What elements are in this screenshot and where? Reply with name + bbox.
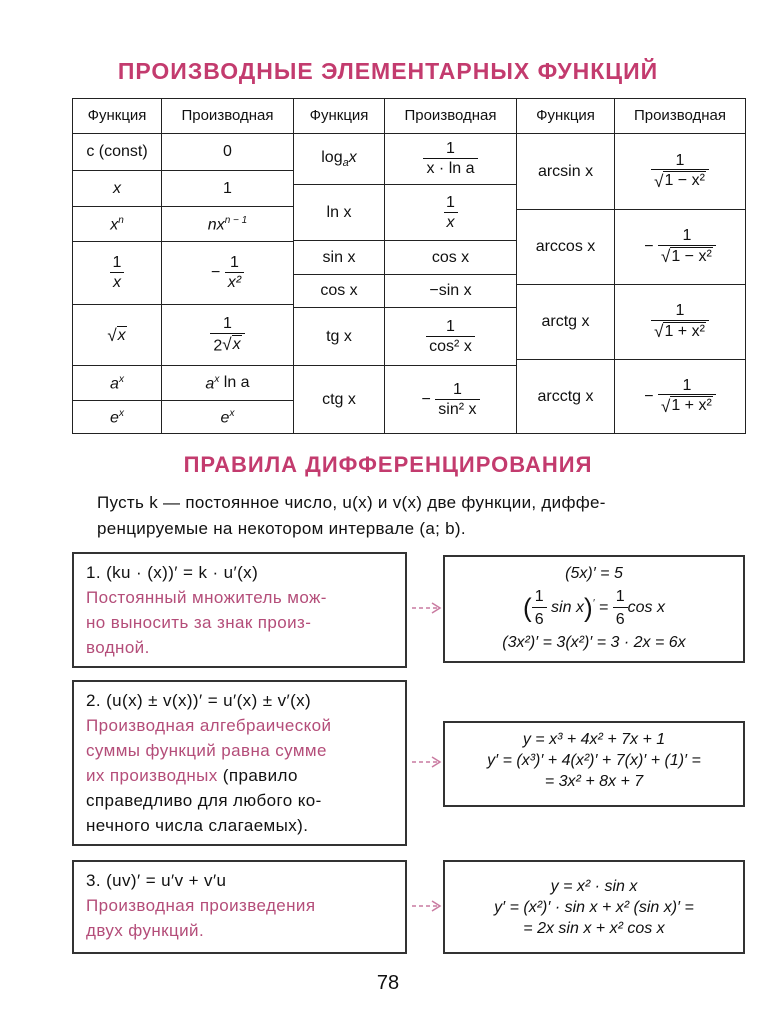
deriv-arcsin: 1 √ 1 − x²	[614, 133, 746, 210]
table-title: ПРОИЗВОДНЫЕ ЭЛЕМЕНТАРНЫХ ФУНКЦИЙ	[117, 58, 659, 84]
rule-3-text-2: двух функций.	[86, 921, 205, 940]
rule-2-example-line-2: y′ = (x³)′ + 4(x²)′ + 7(x)′ + (1)′ =	[487, 752, 701, 769]
func-exp-a: $a^x$	[72, 365, 162, 401]
deriv-ln: $\frac{1}{x}$	[384, 184, 517, 241]
rule-3-example	[443, 860, 745, 954]
deriv-ctg: − $\frac{1}{\text{sin² x}}$	[384, 365, 517, 434]
derivatives-table	[72, 98, 746, 434]
func-ctg: ctg x	[293, 365, 385, 434]
intro-line-2: ренцируемые на некотором интервале (a; b).	[97, 519, 466, 538]
header-function-3: Функция	[516, 98, 615, 134]
rule-2-arrow-icon	[410, 754, 444, 770]
deriv-cos: −sin x	[384, 274, 517, 308]
rule-3-text-1: Производная произведения	[86, 896, 316, 915]
rule-3-arrow-icon	[410, 898, 444, 914]
header-function-1: Функция	[72, 98, 162, 134]
rule-1-example	[443, 555, 745, 663]
deriv-arcctg: − 1 √ 1 + x²	[614, 359, 746, 434]
rule-3-example-line-1: y = x² · sin x	[550, 878, 638, 895]
rule-3-example-line-2: y′ = (x²)′ · sin x + x² (sin x)′ =	[494, 899, 694, 916]
deriv-exp-e: $e^x$	[161, 400, 294, 434]
func-sin: sin x	[293, 240, 385, 275]
deriv-x: 1	[161, 170, 294, 207]
rule-1-example-line-1: (5x)′ = 5	[565, 565, 623, 582]
func-cos: cos x	[293, 274, 385, 308]
func-ln: ln x	[293, 184, 385, 241]
rule-2-example	[443, 721, 745, 807]
rule-2-text-5: нечного числа слагаемых).	[86, 816, 309, 835]
deriv-sin: cos x	[384, 240, 517, 275]
page-number: 78	[376, 972, 400, 994]
rule-3-example-line-3: = 2x sin x + x² cos x	[523, 920, 665, 937]
rule-1-box	[72, 552, 407, 668]
deriv-exp-a: $a^x$ ln a	[161, 365, 294, 401]
header-derivative-1: Производная	[161, 98, 294, 134]
deriv-power: $nx^{n - 1}$	[161, 206, 294, 242]
func-reciprocal: $\frac{1}{x}$	[72, 241, 162, 305]
rule-2-text-4: справедливо для любого ко-	[86, 791, 322, 810]
func-log: $\log_ax$	[293, 133, 385, 185]
func-arcsin: arcsin x	[516, 133, 615, 210]
rule-2-text-3: их производных (правило	[86, 766, 298, 785]
deriv-tg: $\frac{1}{\text{cos² x}}$	[384, 307, 517, 366]
header-function-2: Функция	[293, 98, 385, 134]
rule-2-text-1: Производная алгебраической	[86, 716, 332, 735]
rule-1-example-line-2: ( $\frac{1}{6}$ sin x)′ = $\frac{1}{6}$ cos x	[523, 588, 665, 628]
rule-2-box	[72, 680, 407, 846]
rule-1-formula: 1. (ku · (x))′ = k · u′(x)	[86, 563, 259, 582]
rule-3-box	[72, 860, 407, 954]
deriv-sqrt: 1 2 √ x	[161, 304, 294, 366]
intro-line-1: Пусть k — постоянное число, u(x) и v(x) две функции, диффе-	[97, 493, 606, 512]
rules-intro	[97, 490, 747, 542]
rule-1-arrow-icon	[410, 600, 444, 616]
deriv-const: 0	[161, 133, 294, 171]
header-derivative-3: Производная	[614, 98, 746, 134]
func-x: x	[72, 170, 162, 207]
rule-1-text-2: но выносить за знак произ-	[86, 613, 312, 632]
deriv-arccos: − 1 √ 1 − x²	[614, 209, 746, 285]
func-const: c (const)	[72, 133, 162, 171]
deriv-arctg: 1 √ 1 + x²	[614, 284, 746, 360]
rule-2-example-line-3: = 3x² + 8x + 7	[544, 773, 644, 790]
rule-2-example-line-1: y = x³ + 4x² + 7x + 1	[522, 731, 666, 748]
func-arctg: arctg x	[516, 284, 615, 360]
rule-2-text-2: суммы функций равна сумме	[86, 741, 327, 760]
rule-3-formula: 3. (uv)′ = u′v + v′u	[86, 871, 227, 890]
rule-1-text-1: Постоянный множитель мож-	[86, 588, 327, 607]
rules-title: ПРАВИЛА ДИФФЕРЕНЦИРОВАНИЯ	[183, 452, 593, 477]
func-power: $x^n$	[72, 206, 162, 242]
func-arcctg: arcctg x	[516, 359, 615, 434]
func-sqrt: √ x	[72, 304, 162, 366]
func-arccos: arccos x	[516, 209, 615, 285]
rule-1-example-line-3: (3x²)′ = 3(x²)′ = 3 · 2x = 6x	[502, 634, 686, 651]
func-tg: tg x	[293, 307, 385, 366]
rule-2-formula: 2. (u(x) ± v(x))′ = u′(x) ± v′(x)	[86, 691, 312, 710]
header-derivative-2: Производная	[384, 98, 517, 134]
deriv-log: $\frac{1}{\text{x · ln a}}$	[384, 133, 517, 185]
deriv-reciprocal: − $\frac{1}{\text{x²}}$	[161, 241, 294, 305]
rule-1-text-3: водной.	[86, 638, 150, 657]
func-exp-e: $e^x$	[72, 400, 162, 434]
